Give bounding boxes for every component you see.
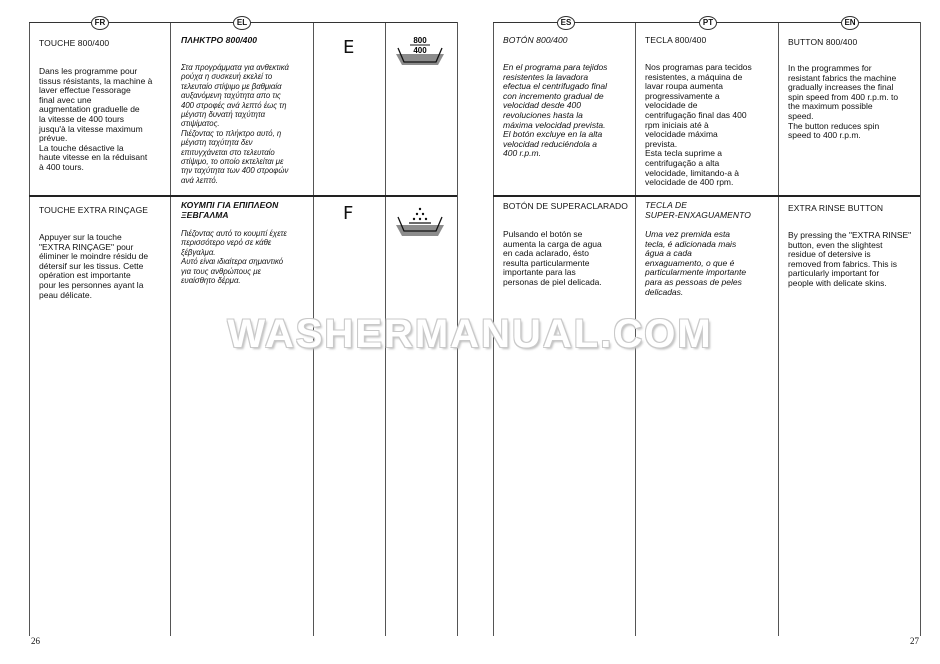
extra-rinse-icon	[394, 205, 446, 237]
el-spin-title: ΠΛΗΚΤΡΟ 800/400	[181, 35, 258, 45]
key-letter-f: F	[343, 203, 354, 224]
pt-spin-title: TECLA 800/400	[645, 35, 707, 45]
page-number-left: 26	[31, 636, 40, 646]
fr-spin-title: TOUCHE 800/400	[39, 38, 110, 48]
watermark: WASHERMANUAL.COM	[227, 312, 713, 356]
pt-spin-text: Nos programas para tecidos resistentes, a máquina de lavar roupa aumenta progressivamente a velocidade de centrifugação final das 400 rpm iniciais até à velocidade máxima prevista. Esta tecla suprime a centrifugação a alta velocidade, limitando-a à velocidade de 400 rpm.	[645, 62, 752, 188]
fr-rinse-text: Appuyer sur la touche "EXTRA RINÇAGE" pour éliminer le moindre résidu de détersif sur les tissus. Cette opération est importante pour les personnes ayant la peau délicate.	[39, 232, 149, 300]
pt-rinse-title: TECLA DE SUPER-ENXAGUAMENTO	[645, 200, 752, 220]
spin-800-400-icon	[394, 34, 446, 66]
en-spin-text: In the programmes for resistant fabrics the machine gradually increases the final spin speed from 400 r.p.m. to the maximum possible speed. The button reduces spin speed to 400 r.p.m.	[788, 63, 899, 141]
en-rinse-text: By pressing the "EXTRA RINSE" button, even the slightest residue of detersive is removed from fabrics. This is particularly important for people with delicate skins.	[788, 230, 912, 288]
language-badge-el: EL	[233, 16, 251, 30]
el-spin-text: Στα προγράμματα για ανθεκτικά ρούχα η συσκευή εκελεί το τελευταίο στίψιμο με βαθμιαία αυξανόμενη ταχύτητα απο τις 400 στροφές ανά λεπτό έως τη μέγιστη δυνατή ταχύτητα στιψίματος. Πιέζοντας το πλήκτρο αυτό, η μέγιστη ταχύτητα δεν επιτυγχάνεται στο τελευταίο στίψιμο, το οποίο εκτελείται με την ταχύτητα των 400 στροφών ανά λεπτό.	[181, 63, 289, 185]
language-badge-es: ES	[557, 16, 575, 30]
es-spin-text: En el programa para tejidos resistentes la lavadora efectua el centrifugado final con incremento gradual de velocidad desde 400 revoluciones hasta la máxima velocidad prevista. El botón excluye en la alta velocidad reduciéndola a 400 r.p.m.	[503, 62, 608, 159]
fr-rinse-title: TOUCHE EXTRA RINÇAGE	[39, 205, 149, 215]
es-rinse-title: BOTÓN DE SUPERACLARADO	[503, 201, 629, 211]
en-rinse-title: EXTRA RINSE BUTTON	[788, 203, 884, 213]
el-rinse-text: Πιέζοντας αυτό το κουμπί έχετε περισσότερο νερό σε κάθε ξέβγαλμα. Αυτό είναι ιδιαίτερα σημαντικό για τους ανθρώπους με ευαίσθητο δέρμα.	[181, 229, 287, 286]
pt-rinse-text: Uma vez premida esta tecla, é adicionada mais água a cada enxaguamento, o que é particularmente importante para as pessoas de peles delicadas.	[645, 229, 747, 297]
key-letter-e: E	[343, 37, 355, 58]
language-badge-pt: PT	[699, 16, 717, 30]
en-spin-title: BUTTON 800/400	[788, 37, 858, 47]
page-number-right: 27	[910, 636, 919, 646]
spin-icon-bottom-label: 400	[413, 46, 427, 55]
language-badge-en: EN	[841, 16, 859, 30]
fr-spin-text: Dans les programme pour tissus résistants, la machine à laver effectue l'essorage final avec une augmentation graduelle de la vitesse de 400 tours jusqu'à la vitesse maximum prévue. La touche désactive la haute vitesse en la réduisant à 400 tours.	[39, 66, 153, 172]
es-rinse-text: Pulsando el botón se aumenta la carga de agua en cada aclarado, ésto resulta particularmente importante para las personas de piel delicada.	[503, 229, 602, 287]
row-separator	[493, 195, 920, 197]
el-rinse-title: ΚΟΥΜΠΙ ΓΙΑ ΕΠΙΠΛΕΟΝ ΞΕΒΓΑΛΜΑ	[181, 200, 279, 220]
es-spin-title: BOTÓN 800/400	[503, 35, 568, 45]
spin-icon-top-label: 800	[413, 36, 427, 45]
language-badge-fr: FR	[91, 16, 109, 30]
row-separator	[29, 195, 457, 197]
